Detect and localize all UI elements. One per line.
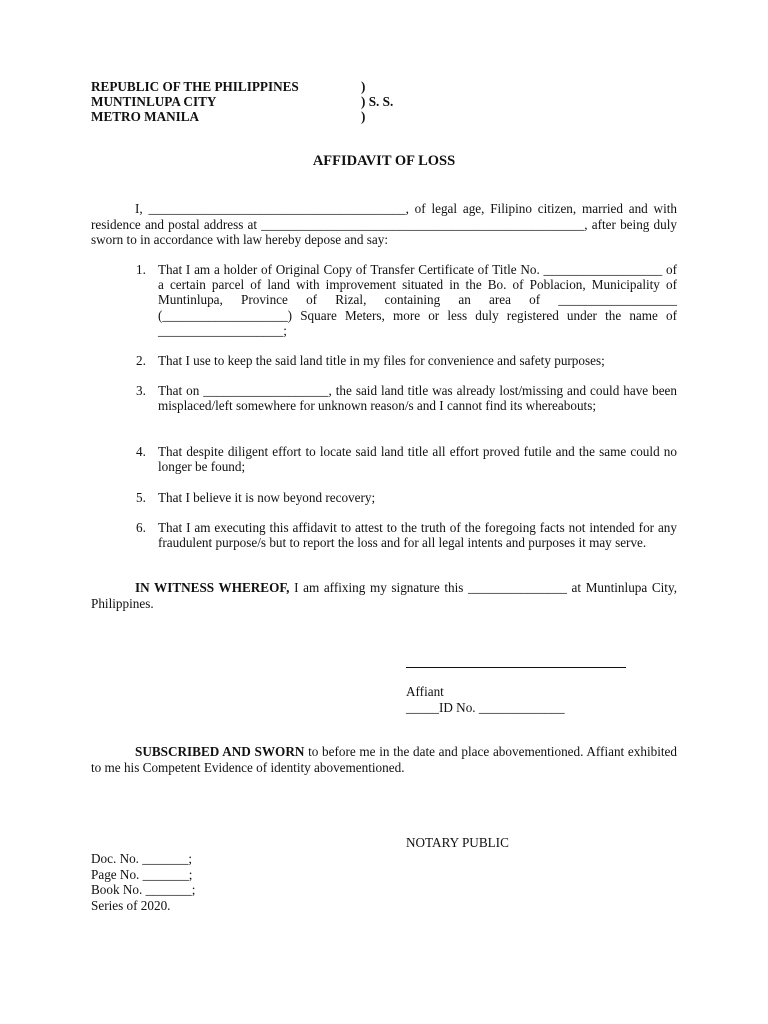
series-line: Series of 2020. [91,897,171,913]
item-text: That I am executing this affidavit to attest to the truth of the foregoing facts not intended for any fraudulent purpose/s but to report the loss and for all legal intents and purposes it may serve. [158,520,677,551]
subscribed-heading: SUBSCRIBED AND SWORN [135,744,305,759]
caption-left: REPUBLIC OF THE PHILIPPINES [91,79,299,94]
list-item [130,383,677,413]
item-number: 6. [136,520,146,535]
affiant-label: Affiant [406,684,444,699]
list-item [130,520,677,550]
item-text: That despite diligent effort to locate said land title all effort proved futile and the same could no longer be found; [158,444,677,475]
notarial-register [91,851,195,913]
witness-paragraph [91,580,677,611]
caption-left: METRO MANILA [91,109,200,124]
item-number: 5. [136,490,146,505]
item-text: That I use to keep the said land title in my files for convenience and safety purposes; [158,353,605,368]
doc-number-line: Doc. No. _______; [91,851,193,866]
caption-right: ) [361,79,366,94]
list-item [130,490,677,505]
item-number: 2. [136,353,146,368]
item-text: That I am a holder of Original Copy of Transfer Certificate of Title No. __________________ of a certain parcel of land with improvement situated in the Bo. of Poblacion, Municipality of Muntinlupa, Province of Rizal, containing an area of __________________ (___________________) Square Meters, more or less duly registered under the name of ___________________; [158,262,677,338]
affiant-block [406,684,565,716]
list-item [130,262,677,338]
item-text: That on ___________________, the said land title was already lost/missing and could have been misplaced/left somewhere for unknown reason/s and I cannot find its whereabouts; [158,383,677,414]
page-number-line: Page No. _______; [91,866,193,882]
signature-line [406,667,626,668]
intro-text: I, _______________________________________, of legal age, Filipino citizen, married and with residence and postal address at _________________________________________________, after being duly sworn to in accordance with law hereby depose and say: [91,201,677,247]
book-number-line: Book No. _______; [91,882,196,897]
witness-heading: IN WITNESS WHEREOF, [135,580,290,595]
document-title: AFFIDAVIT OF LOSS [312,153,456,169]
item-text: That I believe it is now beyond recovery; [158,490,376,505]
item-number: 1. [136,262,146,277]
notary-public-label: NOTARY PUBLIC [406,835,509,850]
item-number: 4. [136,444,146,459]
list-item [130,444,677,474]
intro-paragraph [91,201,677,248]
caption-left: MUNTINLUPA CITY [91,94,217,109]
item-number: 3. [136,383,146,398]
caption-right: ) S. S. [361,94,394,109]
witness-text: I am affixing my signature this _______________ at Muntinlupa City, Philippines. [91,580,678,611]
list-item [130,353,677,368]
subscribed-paragraph [91,744,677,775]
caption-right: ) [361,109,366,124]
affiant-id-line: _____ID No. _____________ [406,700,565,715]
subscribed-text: to before me in the date and place abovementioned. Affiant exhibited to me his Competent Evidence of identity abovementioned. [91,744,677,775]
